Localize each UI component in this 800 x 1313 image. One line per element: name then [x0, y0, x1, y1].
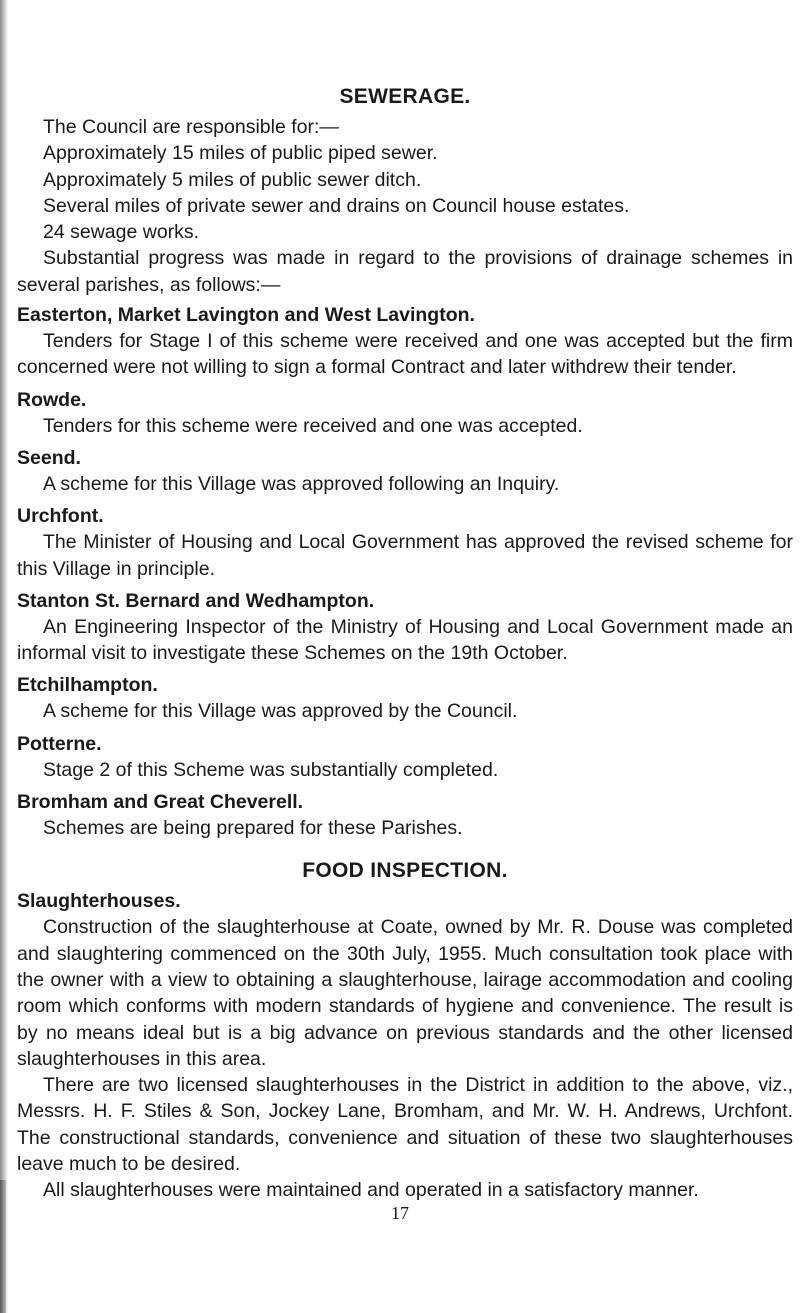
section-title: Etchilhampton.	[17, 674, 158, 697]
food-paragraph: All slaughterhouses were maintained and operated in a satisfactory manner.	[43, 1179, 699, 1202]
section-title: Potterne.	[17, 732, 102, 755]
food-paragraph: There are two licensed slaughterhouses in the District in addition to the above, viz., Messrs. H. F. Stiles & Son, Jockey Lane, Bromham, and Mr. W. H. Andrews, Urchfont. The constructional standards, convenience and situation of these two slaughterhouses leave much to be desired.	[17, 1074, 793, 1176]
intro-line: Several miles of private sewer and drains on Council house estates.	[43, 194, 630, 217]
intro-line: The Council are responsible for:—	[43, 116, 339, 138]
binding-edge-dark	[0, 1180, 6, 1313]
section-text: A scheme for this Village was approved by the Council.	[43, 700, 518, 723]
section-title: Bromham and Great Cheverell.	[17, 791, 304, 814]
section-text: Stage 2 of this Scheme was substantially completed.	[43, 758, 499, 781]
section-text: Tenders for this scheme were received and one was accepted.	[43, 414, 583, 437]
food-paragraph: Construction of the slaughterhouse at Coate, owned by Mr. R. Douse was completed and slaughtering commenced on the 30th July, 1955. Much consultation took place with the owner with a view to obtaining a slaughterhouse, lairage accommodation and cooling room which conforms with modern standards of hygiene and convenience. The result is by no means ideal but is a big advance on previous standards and the other licensed slaughterhouses in this area.	[17, 916, 793, 1070]
page-number: 17	[391, 1203, 409, 1223]
section-text: The Minister of Housing and Local Government has approved the revised scheme for this Village in principle.	[17, 531, 793, 580]
intro-line: 24 sewage works.	[43, 221, 200, 244]
progress-paragraph: Substantial progress was made in regard to the provisions of drainage schemes in several parishes, as follows:—	[17, 247, 793, 296]
intro-line: Approximately 15 miles of public piped sewer.	[43, 142, 438, 165]
food-inspection-heading: FOOD INSPECTION.	[302, 859, 508, 883]
sewerage-heading: SEWERAGE.	[339, 85, 471, 108]
section-title: Easterton, Market Lavington and West Lavington.	[17, 304, 475, 327]
document-page	[17, 84, 793, 1204]
intro-line: Approximately 5 miles of public sewer ditch.	[43, 168, 422, 191]
section-title: Seend.	[17, 446, 81, 469]
section-text: A scheme for this Village was approved following an Inquiry.	[43, 472, 560, 495]
binding-edge-shadow	[0, 0, 8, 1313]
section-text: Tenders for Stage I of this scheme were received and one was accepted but the firm concerned were not willing to sign a formal Contract and later withdrew their tender.	[17, 330, 793, 379]
section-title: Stanton St. Bernard and Wedhampton.	[17, 589, 375, 612]
section-title: Rowde.	[17, 388, 87, 411]
section-text: Schemes are being prepared for these Parishes.	[43, 817, 463, 840]
slaughterhouses-title: Slaughterhouses.	[17, 890, 181, 913]
section-text: An Engineering Inspector of the Ministry of Housing and Local Government made an informal visit to investigate these Schemes on the 19th October.	[17, 615, 793, 665]
section-title: Urchfont.	[17, 505, 104, 528]
